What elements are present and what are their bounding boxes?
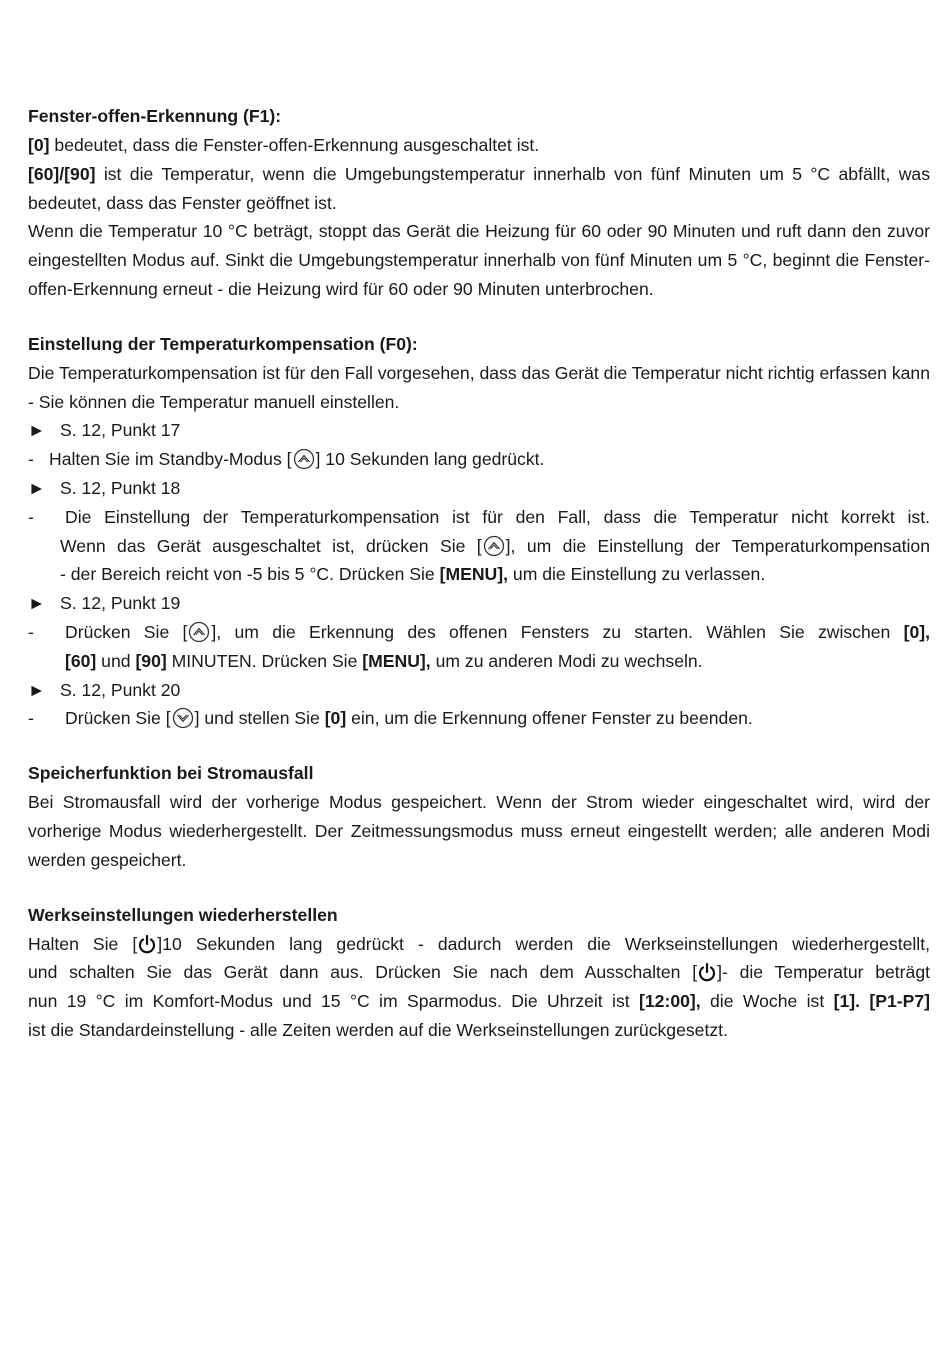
reset-line: und schalten Sie das Gerät dann aus. Drücken Sie nach dem Ausschalten [ ]- die Temperatur beträgt — [28, 962, 930, 983]
up-arrow-circle-icon — [293, 448, 315, 470]
reset-line: nun 19 °C im Komfort-Modus und 15 °C im Sparmodus. Die Uhrzeit ist [12:00], die Woche ist [1]. [P1-P7] — [28, 991, 930, 1012]
reference-item — [28, 676, 930, 705]
step-continuation: - der Bereich reicht von -5 bis 5 °C. Drücken Sie [MENU], um die Einstellung zu verlassen. — [60, 564, 766, 585]
reference-item — [28, 589, 930, 618]
section-factory-reset — [28, 901, 930, 1045]
up-arrow-circle-icon — [483, 535, 505, 557]
dash-marker: - — [28, 708, 34, 729]
arrow-bullet-icon: ► — [28, 679, 46, 700]
reference-text: S. 12, Punkt 18 — [60, 477, 181, 498]
heading-f0: Einstellung der Temperaturkompensation (F0): — [28, 333, 418, 354]
down-arrow-circle-icon — [172, 707, 194, 729]
f1-paragraph-1: [0] bedeutet, dass die Fenster-offen-Erkennung ausgeschaltet ist. — [28, 135, 540, 155]
heading-factory-reset: Werkseinstellungen wiederherstellen — [28, 904, 338, 925]
step-item — [28, 704, 930, 733]
step-text: Halten Sie im Standby-Modus [ ] 10 Sekunden lang gedrückt. — [49, 449, 545, 470]
arrow-bullet-icon: ► — [28, 593, 46, 614]
dash-marker: - — [28, 449, 34, 470]
arrow-bullet-icon: ► — [28, 477, 46, 498]
step-continuation: Wenn das Gerät ausgeschaltet ist, drücken Sie [ ], um die Einstellung der Temperaturkompensation — [60, 535, 930, 556]
up-arrow-circle-icon — [188, 621, 210, 643]
heading-power-failure: Speicherfunktion bei Stromausfall — [28, 763, 314, 784]
reference-item — [28, 474, 930, 503]
section-power-failure-memory — [28, 759, 930, 874]
step-text: Die Einstellung der Temperaturkompensation ist für den Fall, dass die Temperatur nicht korrekt ist. — [65, 506, 930, 527]
step-item — [28, 618, 930, 676]
reset-line: Halten Sie [ ]10 Sekunden lang gedrückt - dadurch werden die Werkseinstellungen wiederhergestellt, — [28, 933, 930, 954]
reference-item — [28, 416, 930, 445]
step-item — [28, 503, 930, 532]
arrow-bullet-icon: ► — [28, 420, 46, 441]
reset-line: ist die Standardeinstellung - alle Zeiten werden auf die Werkseinstellungen zurückgesetzt. — [28, 1019, 728, 1040]
f0-intro: Die Temperaturkompensation ist für den Fall vorgesehen, dass das Gerät die Temperatur nicht richtig erfassen kann - Sie können die Temperatur manuell einstellen. — [28, 362, 930, 412]
power-icon — [698, 961, 716, 983]
heading-f1: Fenster-offen-Erkennung (F1): — [28, 106, 282, 126]
step-text: Drücken Sie [ ] und stellen Sie [0] ein, um die Erkennung offener Fenster zu beenden. — [65, 708, 753, 729]
reference-text: S. 12, Punkt 19 — [60, 593, 181, 614]
section-window-open-detection — [28, 102, 930, 304]
f1-paragraph-3: Wenn die Temperatur 10 °C beträgt, stoppt das Gerät die Heizung für 60 oder 90 Minuten und ruft dann den zuvor eingestellten Modus auf. Sinkt die Umgebungstemperatur innerhalb von fünf Minuten um 5 °C, beginnt die Fenster-offen-Erkennung erneut - die Heizung wird für 60 oder 90 Minuten unterbrochen. — [28, 221, 930, 299]
power-failure-text: Bei Stromausfall wird der vorherige Modus gespeichert. Wenn der Strom wieder eingeschaltet wird, wird der vorherige Modus wiederhergestellt. Der Zeitmessungsmodus muss erneut eingestellt werden; alle anderen Modi werden gespeichert. — [28, 792, 930, 870]
step-text: Drücken Sie [ ], um die Erkennung des offenen Fensters zu starten. Wählen Sie zwischen [0], [60] und [90] MINUTEN. Drücken Sie [MENU], um zu anderen Modi zu wechseln. — [65, 621, 931, 671]
reference-text: S. 12, Punkt 20 — [60, 679, 181, 700]
section-temperature-compensation — [28, 330, 930, 733]
f1-paragraph-2: [60]/[90] ist die Temperatur, wenn die Umgebungstemperatur innerhalb von fünf Minuten um 5 °C abfällt, was bedeutet, dass das Fenster geöffnet ist. — [28, 163, 930, 213]
document-page — [28, 102, 930, 1071]
power-icon — [138, 933, 156, 955]
reference-text: S. 12, Punkt 17 — [60, 420, 181, 441]
step-item — [28, 445, 930, 474]
dash-marker: - — [28, 506, 34, 527]
dash-marker: - — [28, 621, 34, 642]
